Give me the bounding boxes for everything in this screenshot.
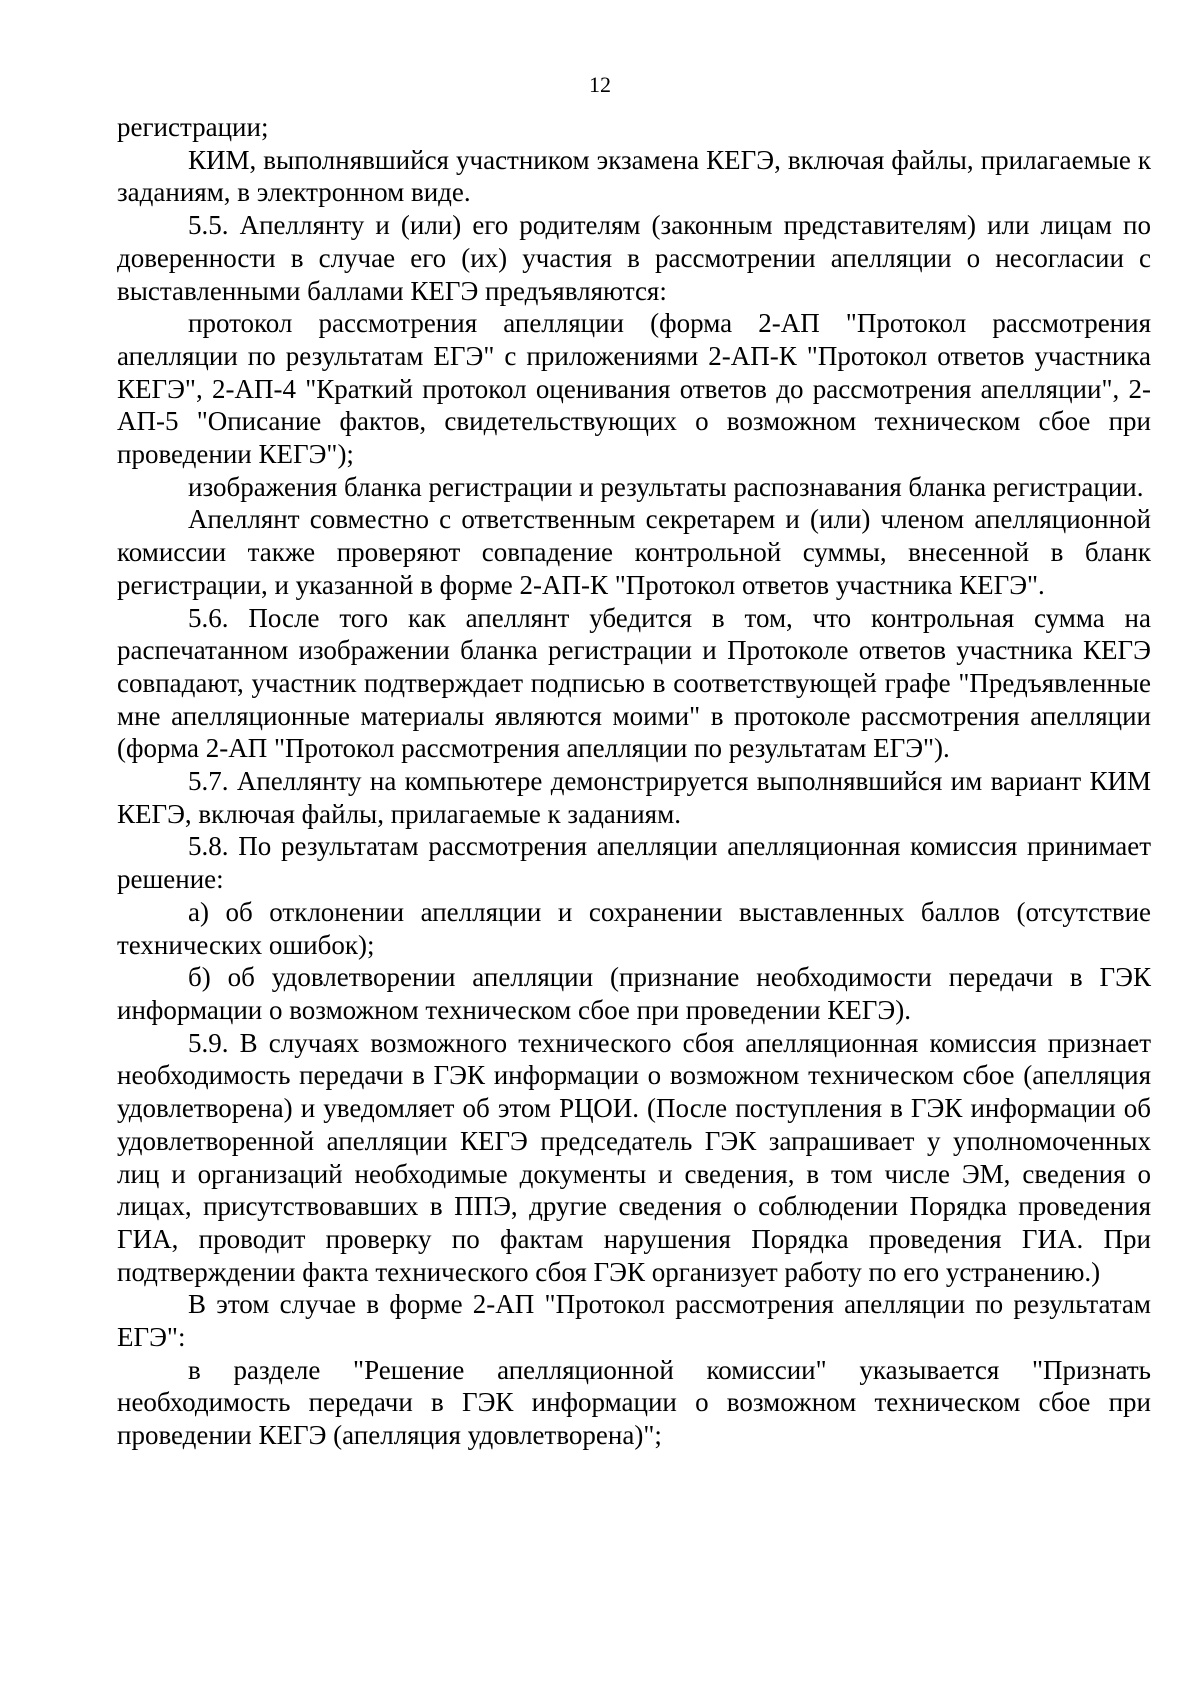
paragraph-5-6: 5.6. После того как апеллянт убедится в том, что контрольная сумма на распечатанном изображении бланка регистрации и Протоколе ответов участника КЕГЭ совпадают, участник подтверждает подписью в соответствующей графе "Предъявленные мне апелляционные материалы являются моими" в протоколе рассмотрения апелляции (форма 2-АП "Протокол рассмотрения апелляции по результатам ЕГЭ"). [117, 602, 1151, 764]
paragraph-decision-a: а) об отклонении апелляции и сохранении выставленных баллов (отсутствие технических ошибок); [117, 896, 1151, 960]
document-body [117, 111, 1151, 1452]
paragraph-5-9: 5.9. В случаях возможного технического сбоя апелляционная комиссия признает необходимость передачи в ГЭК информации о возможном техническом сбое (апелляция удовлетворена) и уведомляет об этом РЦОИ. (После поступления в ГЭК информации об удовлетворенной апелляции КЕГЭ председатель ГЭК запрашивает у уполномоченных лиц и организаций необходимые документы и сведения, в том числе ЭМ, сведения о лицах, присутствовавших в ППЭ, другие сведения о соблюдении Порядка проведения ГИА, проводит проверку по фактам нарушения Порядка проведения ГИА. При подтверждении факта технического сбоя ГЭК организует работу по его устранению.) [117, 1027, 1151, 1287]
paragraph-form-2-ap: В этом случае в форме 2-АП "Протокол рассмотрения апелляции по результатам ЕГЭ": [117, 1289, 1151, 1353]
paragraph-decision-b: б) об удовлетворении апелляции (признание необходимости передачи в ГЭК информации о возможном техническом сбое при проведении КЕГЭ). [117, 962, 1151, 1025]
paragraph-decision-section: в разделе "Решение апелляционной комиссии" указывается "Признать необходимость передачи в ГЭК информации о возможном техническом сбое при проведении КЕГЭ (апелляция удовлетворена)"; [117, 1354, 1151, 1451]
paragraph-checksum: Апеллянт совместно с ответственным секретарем и (или) членом апелляционной комиссии также проверяют совпадение контрольной суммы, внесенной в бланк регистрации, и указанной в форме 2-АП-К "Протокол ответов участника КЕГЭ". [117, 504, 1151, 600]
paragraph-images-item: изображения бланка регистрации и результаты распознавания бланка регистрации. [188, 471, 1144, 502]
paragraph-registration-end: регистрации; [117, 112, 269, 142]
page-number: 12 [589, 72, 611, 97]
paragraph-protocol-item: протокол рассмотрения апелляции (форма 2-АП "Протокол рассмотрения апелляции по результатам ЕГЭ" с приложениями 2-АП-К "Протокол ответов участника КЕГЭ", 2-АП-4 "Краткий протокол оценивания ответов до рассмотрения апелляции", 2-АП-5 "Описание фактов, свидетельствующих о возможном техническом сбое при проведении КЕГЭ"); [117, 308, 1151, 470]
paragraph-5-5: 5.5. Апеллянту и (или) его родителям (законным представителям) или лицам по доверенности в случае его (их) участия в рассмотрении апелляции о несогласии с выставленными баллами КЕГЭ предъявляются: [117, 210, 1151, 306]
paragraph-kim-item: КИМ, выполнявшийся участником экзамена КЕГЭ, включая файлы, прилагаемые к заданиям, в электронном виде. [117, 144, 1151, 208]
paragraph-5-8: 5.8. По результатам рассмотрения апелляции апелляционная комиссия принимает решение: [117, 831, 1151, 895]
paragraph-5-7: 5.7. Апеллянту на компьютере демонстрируется выполнявшийся им вариант КИМ КЕГЭ, включая файлы, прилагаемые к заданиям. [117, 766, 1151, 829]
